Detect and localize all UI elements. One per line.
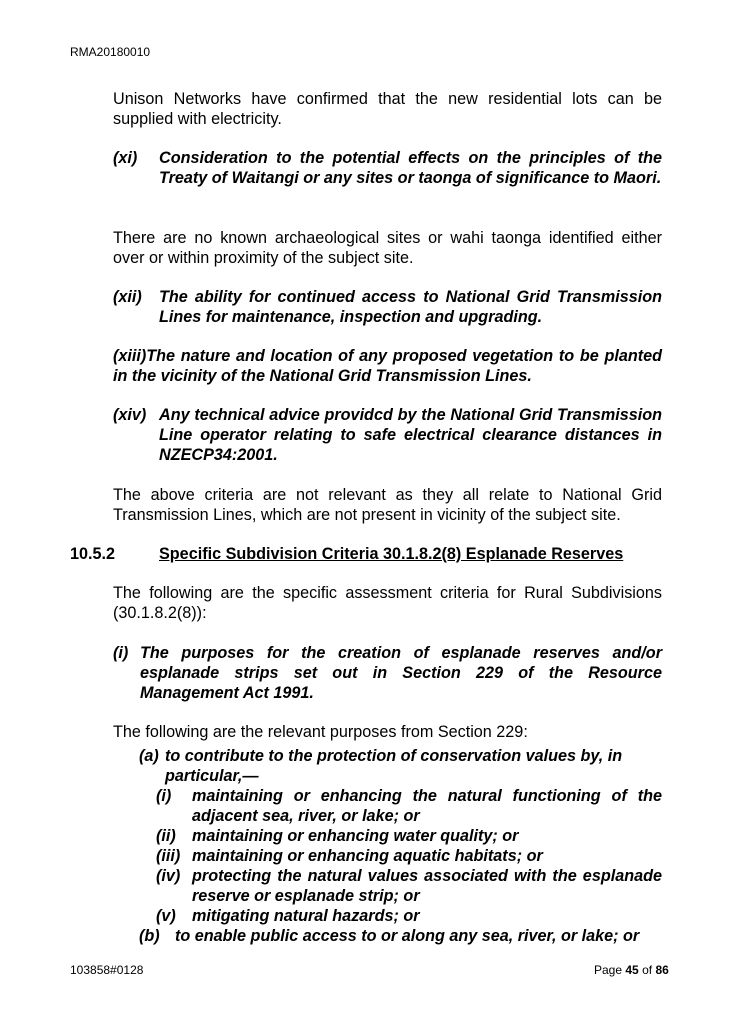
section-title: Specific Subdivision Criteria 30.1.8.2(8) Esplanade Reserves [159, 545, 624, 563]
criterion-label: (xiv) [113, 406, 147, 424]
criterion-xi [113, 148, 662, 188]
purpose-sub-ii [156, 826, 662, 846]
criterion-text: The ability for continued access to National Grid Transmission Lines for maintenance, inspection and upgrading. [159, 288, 662, 326]
purpose-label: (a) [139, 747, 159, 765]
purpose-sub-iii [156, 846, 662, 866]
paragraph: The above criteria are not relevant as they all relate to National Grid Transmission Lines, which are not present in vicinity of the subject site. [113, 486, 662, 524]
paragraph: The following are the specific assessment criteria for Rural Subdivisions (30.1.8.2(8)): [113, 584, 662, 622]
criterion-label: (xii) [113, 288, 142, 306]
purpose-sub-i [156, 786, 662, 826]
criterion-text: Any technical advice providcd by the National Grid Transmission Line operator relating to safe electrical clearance distances in NZECP34:2001. [159, 406, 662, 464]
purpose-text: maintaining or enhancing aquatic habitats; or [192, 847, 543, 865]
section-number: 10.5.2 [70, 545, 116, 563]
page-number [594, 963, 669, 977]
purpose-sub-iv [156, 866, 662, 906]
purpose-text: maintaining or enhancing water quality; or [192, 827, 519, 845]
purpose-text [165, 746, 662, 786]
purpose-a [139, 746, 662, 786]
page-current: 45 [625, 963, 639, 977]
page-prefix: Page [594, 963, 623, 977]
purpose-label: (b) [139, 927, 160, 945]
purpose-b [139, 926, 669, 946]
criterion-label: (xi) [113, 149, 138, 167]
purpose-text: maintaining or enhancing the natural functioning of the adjacent sea, river, or lake; or [192, 787, 662, 825]
purpose-label: (v) [156, 907, 176, 925]
purpose-label: (iv) [156, 867, 181, 885]
purpose-text: mitigating natural hazards; or [192, 907, 420, 925]
criterion-text: The nature and location of any proposed vegetation to be planted in the vicinity of the National Grid Transmission Lines. [113, 347, 662, 385]
purpose-label: (ii) [156, 827, 176, 845]
criterion-xii [113, 287, 662, 327]
criterion-xiii [113, 346, 662, 386]
criterion-i [113, 643, 662, 703]
purpose-sub-v [156, 906, 662, 926]
criterion-label: (xiii) [113, 347, 147, 365]
purpose-text-content: to contribute to the protection of conservation values by, in particular,— [165, 747, 623, 785]
page-total: 86 [655, 963, 669, 977]
criterion-xiv [113, 405, 662, 465]
paragraph: There are no known archaeological sites or wahi taonga identified either over or within proximity of the subject site. [113, 229, 662, 267]
criterion-text: The purposes for the creation of esplanade reserves and/or esplanade strips set out in Section 229 of the Resource Management Act 1991. [140, 644, 662, 702]
footer-doc-number: 103858#0128 [70, 963, 144, 977]
criterion-text: Consideration to the potential effects on the principles of the Treaty of Waitangi or any sites or taonga of significance to Maori. [159, 149, 662, 187]
purpose-text: protecting the natural values associated with the esplanade reserve or esplanade strip; or [192, 867, 662, 905]
purpose-label: (i) [156, 787, 172, 805]
purpose-text: to enable public access to or along any sea, river, or lake; or [175, 927, 640, 945]
paragraph: Unison Networks have confirmed that the new residential lots can be supplied with electricity. [113, 90, 662, 128]
page-of: of [642, 963, 653, 977]
paragraph: The following are the relevant purposes from Section 229: [113, 723, 528, 741]
criterion-label: (i) [113, 644, 129, 662]
document-reference: RMA20180010 [70, 45, 151, 59]
purpose-label: (iii) [156, 847, 181, 865]
